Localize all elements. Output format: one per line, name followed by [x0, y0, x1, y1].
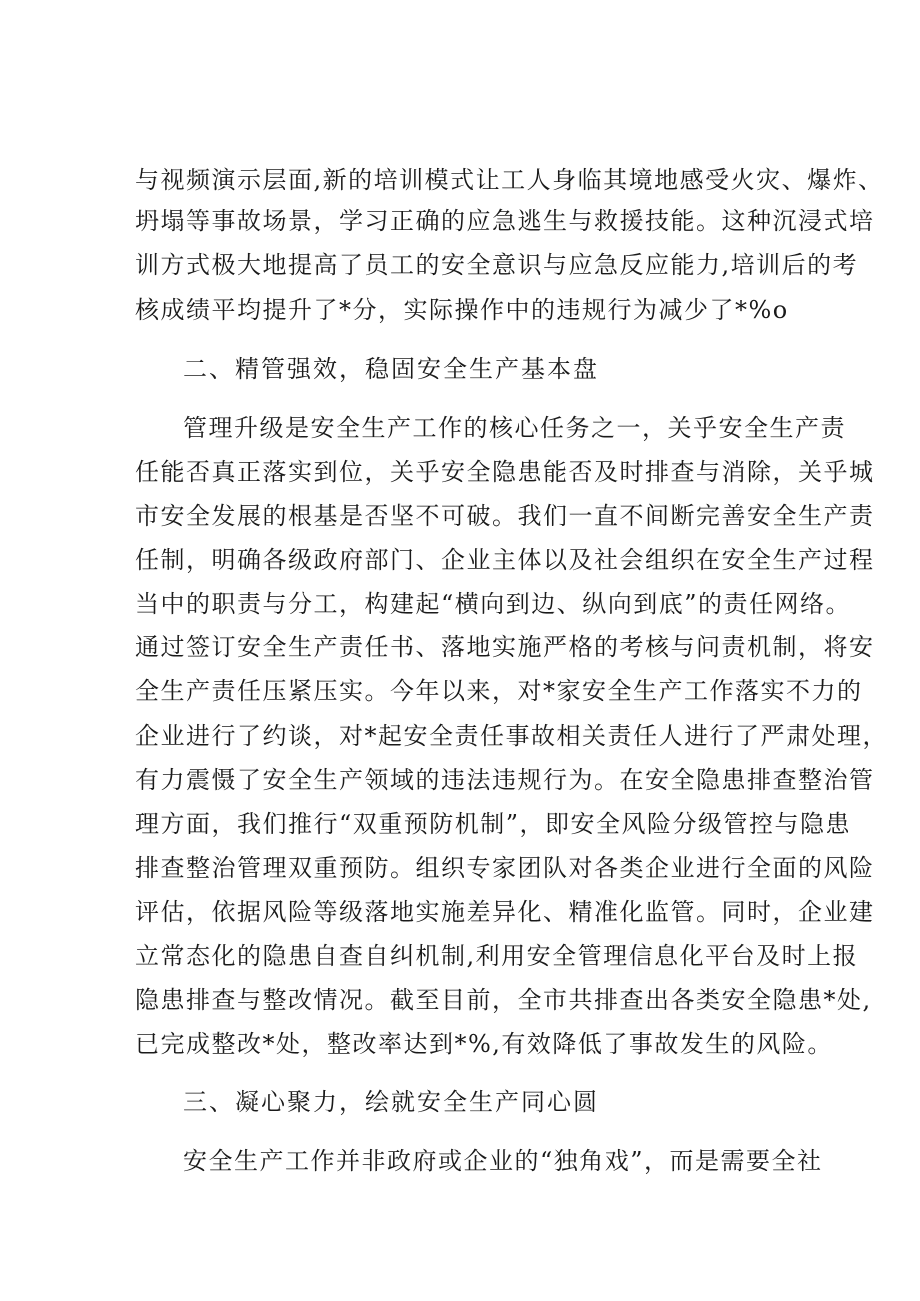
text-line: 与视频演示层面,新的培训模式让工人身临其境地感受火灾、爆炸、 [135, 166, 884, 194]
text-line: 市安全发展的根基是否坚不可破。我们一直不间断完善安全生产责 [135, 502, 875, 530]
text-line: 企业进行了约谈，对*起安全责任事故相关责任人进行了严肃处理， [135, 722, 888, 750]
text-line: 任能否真正落实到位，关乎安全隐患能否及时排查与消除，关乎城 [135, 458, 875, 486]
text-line: 当中的职责与分工，构建起“横向到边、纵向到底”的责任网络。 [135, 590, 852, 618]
text-line: 已完成整改*处，整改率达到*%,有效降低了事故发生的风险。 [135, 1030, 833, 1058]
text-line: 训方式极大地提高了员工的安全意识与应急反应能力,培训后的考 [135, 251, 859, 279]
text-line: 立常态化的隐患自查自纠机制,利用安全管理信息化平台及时上报 [135, 942, 859, 970]
paragraph-first-line: 管理升级是安全生产工作的核心任务之一，关乎安全生产责 [183, 414, 846, 442]
text-line: 理方面，我们推行“双重预防机制”，即安全风险分级管控与隐患 [135, 810, 852, 838]
text-line: 有力震慑了安全生产领域的违法违规行为。在安全隐患排查整治管 [135, 766, 875, 794]
section-heading-3: 三、凝心聚力，绘就安全生产同心圆 [183, 1088, 599, 1116]
section-heading-2: 二、精管强效，稳固安全生产基本盘 [183, 355, 599, 383]
text-line: 坍塌等事故场景，学习正确的应急逃生与救援技能。这种沉浸式培 [135, 207, 875, 235]
text-line: 任制，明确各级政府部门、企业主体以及社会组织在安全生产过程 [135, 546, 875, 574]
text-line: 评估，依据风险等级落地实施差异化、精准化监管。同时，企业建 [135, 898, 875, 926]
text-line: 通过签订安全生产责任书、落地实施严格的考核与问责机制，将安 [135, 633, 875, 661]
text-line: 全生产责任压紧压实。今年以来，对*家安全生产工作落实不力的 [135, 677, 863, 705]
text-line: 核成绩平均提升了*分，实际操作中的违规行为减少了*%o [135, 296, 789, 324]
text-line: 隐患排查与整改情况。截至目前，全市共排查出各类安全隐患*处, [135, 986, 872, 1014]
text-line: 排查整治管理双重预防。组织专家团队对各类企业进行全面的风险 [135, 854, 875, 882]
paragraph-first-line: 安全生产工作并非政府或企业的“独角戏”，而是需要全社 [183, 1147, 823, 1175]
